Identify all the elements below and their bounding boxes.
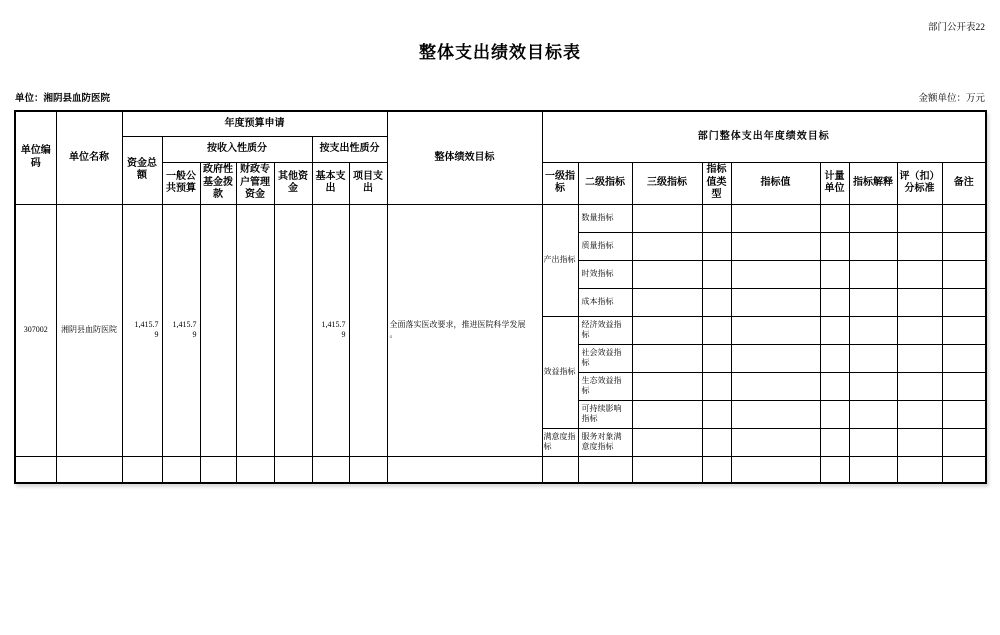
header-indicator-value-type: 指标值类型 <box>702 162 731 204</box>
empty-cell <box>942 372 986 400</box>
cell-level1-benefit: 效益指标 <box>542 316 578 428</box>
empty-cell <box>702 400 731 428</box>
cell-level2: 时效指标 <box>578 260 632 288</box>
total-funds-value: 1,415.79 <box>134 319 159 339</box>
empty-cell <box>578 456 632 483</box>
empty-cell <box>731 316 820 344</box>
empty-cell <box>702 456 731 483</box>
empty-cell <box>942 204 986 232</box>
header-other-funds: 其他资金 <box>274 162 312 204</box>
empty-cell <box>897 288 942 316</box>
empty-cell <box>632 316 702 344</box>
header-remarks: 备注 <box>942 162 986 204</box>
empty-cell <box>849 456 897 483</box>
performance-target-table <box>14 110 987 484</box>
unit-row <box>15 90 985 104</box>
empty-cell <box>849 204 897 232</box>
empty-cell <box>731 232 820 260</box>
empty-cell <box>942 316 986 344</box>
empty-cell <box>849 316 897 344</box>
empty-cell <box>122 456 162 483</box>
cell-level1-satisfaction: 满意度指标 <box>542 428 578 456</box>
empty-cell <box>942 400 986 428</box>
empty-cell <box>849 344 897 372</box>
amount-unit-label: 金额单位：万元 <box>918 94 985 104</box>
empty-cell <box>897 260 942 288</box>
cell-other-funds <box>274 204 312 456</box>
empty-cell <box>731 400 820 428</box>
empty-cell <box>820 428 849 456</box>
header-annual-budget-request: 年度预算申请 <box>122 111 387 136</box>
empty-cell <box>56 456 122 483</box>
cell-level2: 可持续影响指标 <box>578 400 632 428</box>
empty-cell <box>942 288 986 316</box>
empty-cell <box>849 232 897 260</box>
basic-expenditure-value: 1,415.79 <box>321 319 346 339</box>
empty-cell <box>632 372 702 400</box>
cell-level1-output: 产出指标 <box>542 204 578 316</box>
header-measure-unit: 计量单位 <box>820 162 849 204</box>
header-by-income-nature: 按收入性质分 <box>162 136 312 162</box>
empty-cell <box>632 428 702 456</box>
empty-cell <box>820 372 849 400</box>
cell-basic-expenditure <box>312 204 349 456</box>
empty-cell <box>632 456 702 483</box>
empty-cell <box>897 344 942 372</box>
empty-cell <box>632 400 702 428</box>
cell-level2: 数量指标 <box>578 204 632 232</box>
page-title: 整体支出绩效目标表 <box>419 43 581 62</box>
empty-cell <box>820 260 849 288</box>
empty-cell <box>274 456 312 483</box>
empty-cell <box>942 344 986 372</box>
empty-cell <box>897 316 942 344</box>
empty-cell <box>942 428 986 456</box>
empty-cell <box>349 456 387 483</box>
unit-label: 单位：湘阴县血防医院 <box>15 94 111 104</box>
empty-cell <box>731 372 820 400</box>
empty-cell <box>849 288 897 316</box>
header-fiscal-special-account: 财政专户管理资金 <box>236 162 274 204</box>
empty-cell <box>632 288 702 316</box>
cell-unit-code: 307002 <box>15 204 56 456</box>
empty-cell <box>702 232 731 260</box>
empty-cell <box>702 316 731 344</box>
empty-cell <box>731 204 820 232</box>
header-government-fund: 政府性基金拨款 <box>200 162 236 204</box>
header-level3-indicator: 三级指标 <box>632 162 702 204</box>
empty-cell <box>632 344 702 372</box>
empty-cell <box>632 260 702 288</box>
doc-label: 部门公开表22 <box>927 23 985 33</box>
empty-cell <box>820 316 849 344</box>
empty-cell <box>702 288 731 316</box>
header-indicator-value: 指标值 <box>731 162 820 204</box>
empty-cell <box>15 456 56 483</box>
empty-cell <box>897 204 942 232</box>
cell-overall-performance-target <box>387 204 542 456</box>
header-general-public-budget: 一般公共预算 <box>162 162 200 204</box>
empty-cell <box>897 428 942 456</box>
empty-cell <box>820 232 849 260</box>
empty-cell <box>236 456 274 483</box>
empty-cell <box>162 456 200 483</box>
cell-general-public-budget <box>162 204 200 456</box>
header-dept-annual-performance-target: 部门整体支出年度绩效目标 <box>542 111 986 162</box>
empty-cell <box>702 204 731 232</box>
cell-level2: 服务对象满意度指标 <box>578 428 632 456</box>
empty-cell <box>897 372 942 400</box>
cell-level2: 生态效益指标 <box>578 372 632 400</box>
empty-cell <box>942 232 986 260</box>
cell-project-expenditure <box>349 204 387 456</box>
header-scoring-standard: 评（扣）分标准 <box>897 162 942 204</box>
header-indicator-explanation: 指标解释 <box>849 162 897 204</box>
empty-cell <box>897 400 942 428</box>
empty-cell <box>387 456 542 483</box>
empty-cell <box>731 288 820 316</box>
empty-cell <box>820 400 849 428</box>
empty-cell <box>942 260 986 288</box>
header-total-funds: 资金总额 <box>122 136 162 204</box>
header-by-expenditure-nature: 按支出性质分 <box>312 136 387 162</box>
empty-cell <box>200 456 236 483</box>
empty-cell <box>849 372 897 400</box>
empty-cell <box>820 288 849 316</box>
empty-cell <box>849 428 897 456</box>
empty-cell <box>820 456 849 483</box>
empty-cell <box>820 204 849 232</box>
empty-cell <box>542 456 578 483</box>
cell-fiscal-special-account <box>236 204 274 456</box>
header-unit-code: 单位编码 <box>15 111 56 204</box>
cell-level2: 成本指标 <box>578 288 632 316</box>
empty-cell <box>731 344 820 372</box>
empty-cell <box>632 204 702 232</box>
empty-cell <box>702 372 731 400</box>
empty-cell <box>702 260 731 288</box>
header-unit-name: 单位名称 <box>56 111 122 204</box>
overall-performance-target-text: 全面落实医改要求，推进医院科学发展。 <box>389 319 526 339</box>
empty-cell <box>632 232 702 260</box>
empty-cell <box>849 260 897 288</box>
empty-cell <box>731 428 820 456</box>
header-basic-expenditure: 基本支出 <box>312 162 349 204</box>
cell-level2: 质量指标 <box>578 232 632 260</box>
empty-cell <box>897 232 942 260</box>
header-level2-indicator: 二级指标 <box>578 162 632 204</box>
cell-total-funds <box>122 204 162 456</box>
header-level1-indicator: 一级指标 <box>542 162 578 204</box>
cell-government-fund <box>200 204 236 456</box>
cell-level2: 社会效益指标 <box>578 344 632 372</box>
empty-cell <box>702 344 731 372</box>
cell-unit-name: 湘阴县血防医院 <box>56 204 122 456</box>
general-public-budget-value: 1,415.79 <box>172 319 197 339</box>
cell-level2: 经济效益指标 <box>578 316 632 344</box>
empty-cell <box>849 400 897 428</box>
empty-cell <box>820 344 849 372</box>
empty-cell <box>731 260 820 288</box>
header-overall-performance-target: 整体绩效目标 <box>387 111 542 204</box>
empty-cell <box>702 428 731 456</box>
empty-cell <box>942 456 986 483</box>
empty-cell <box>897 456 942 483</box>
header-project-expenditure: 项目支出 <box>349 162 387 204</box>
empty-cell <box>731 456 820 483</box>
empty-cell <box>312 456 349 483</box>
